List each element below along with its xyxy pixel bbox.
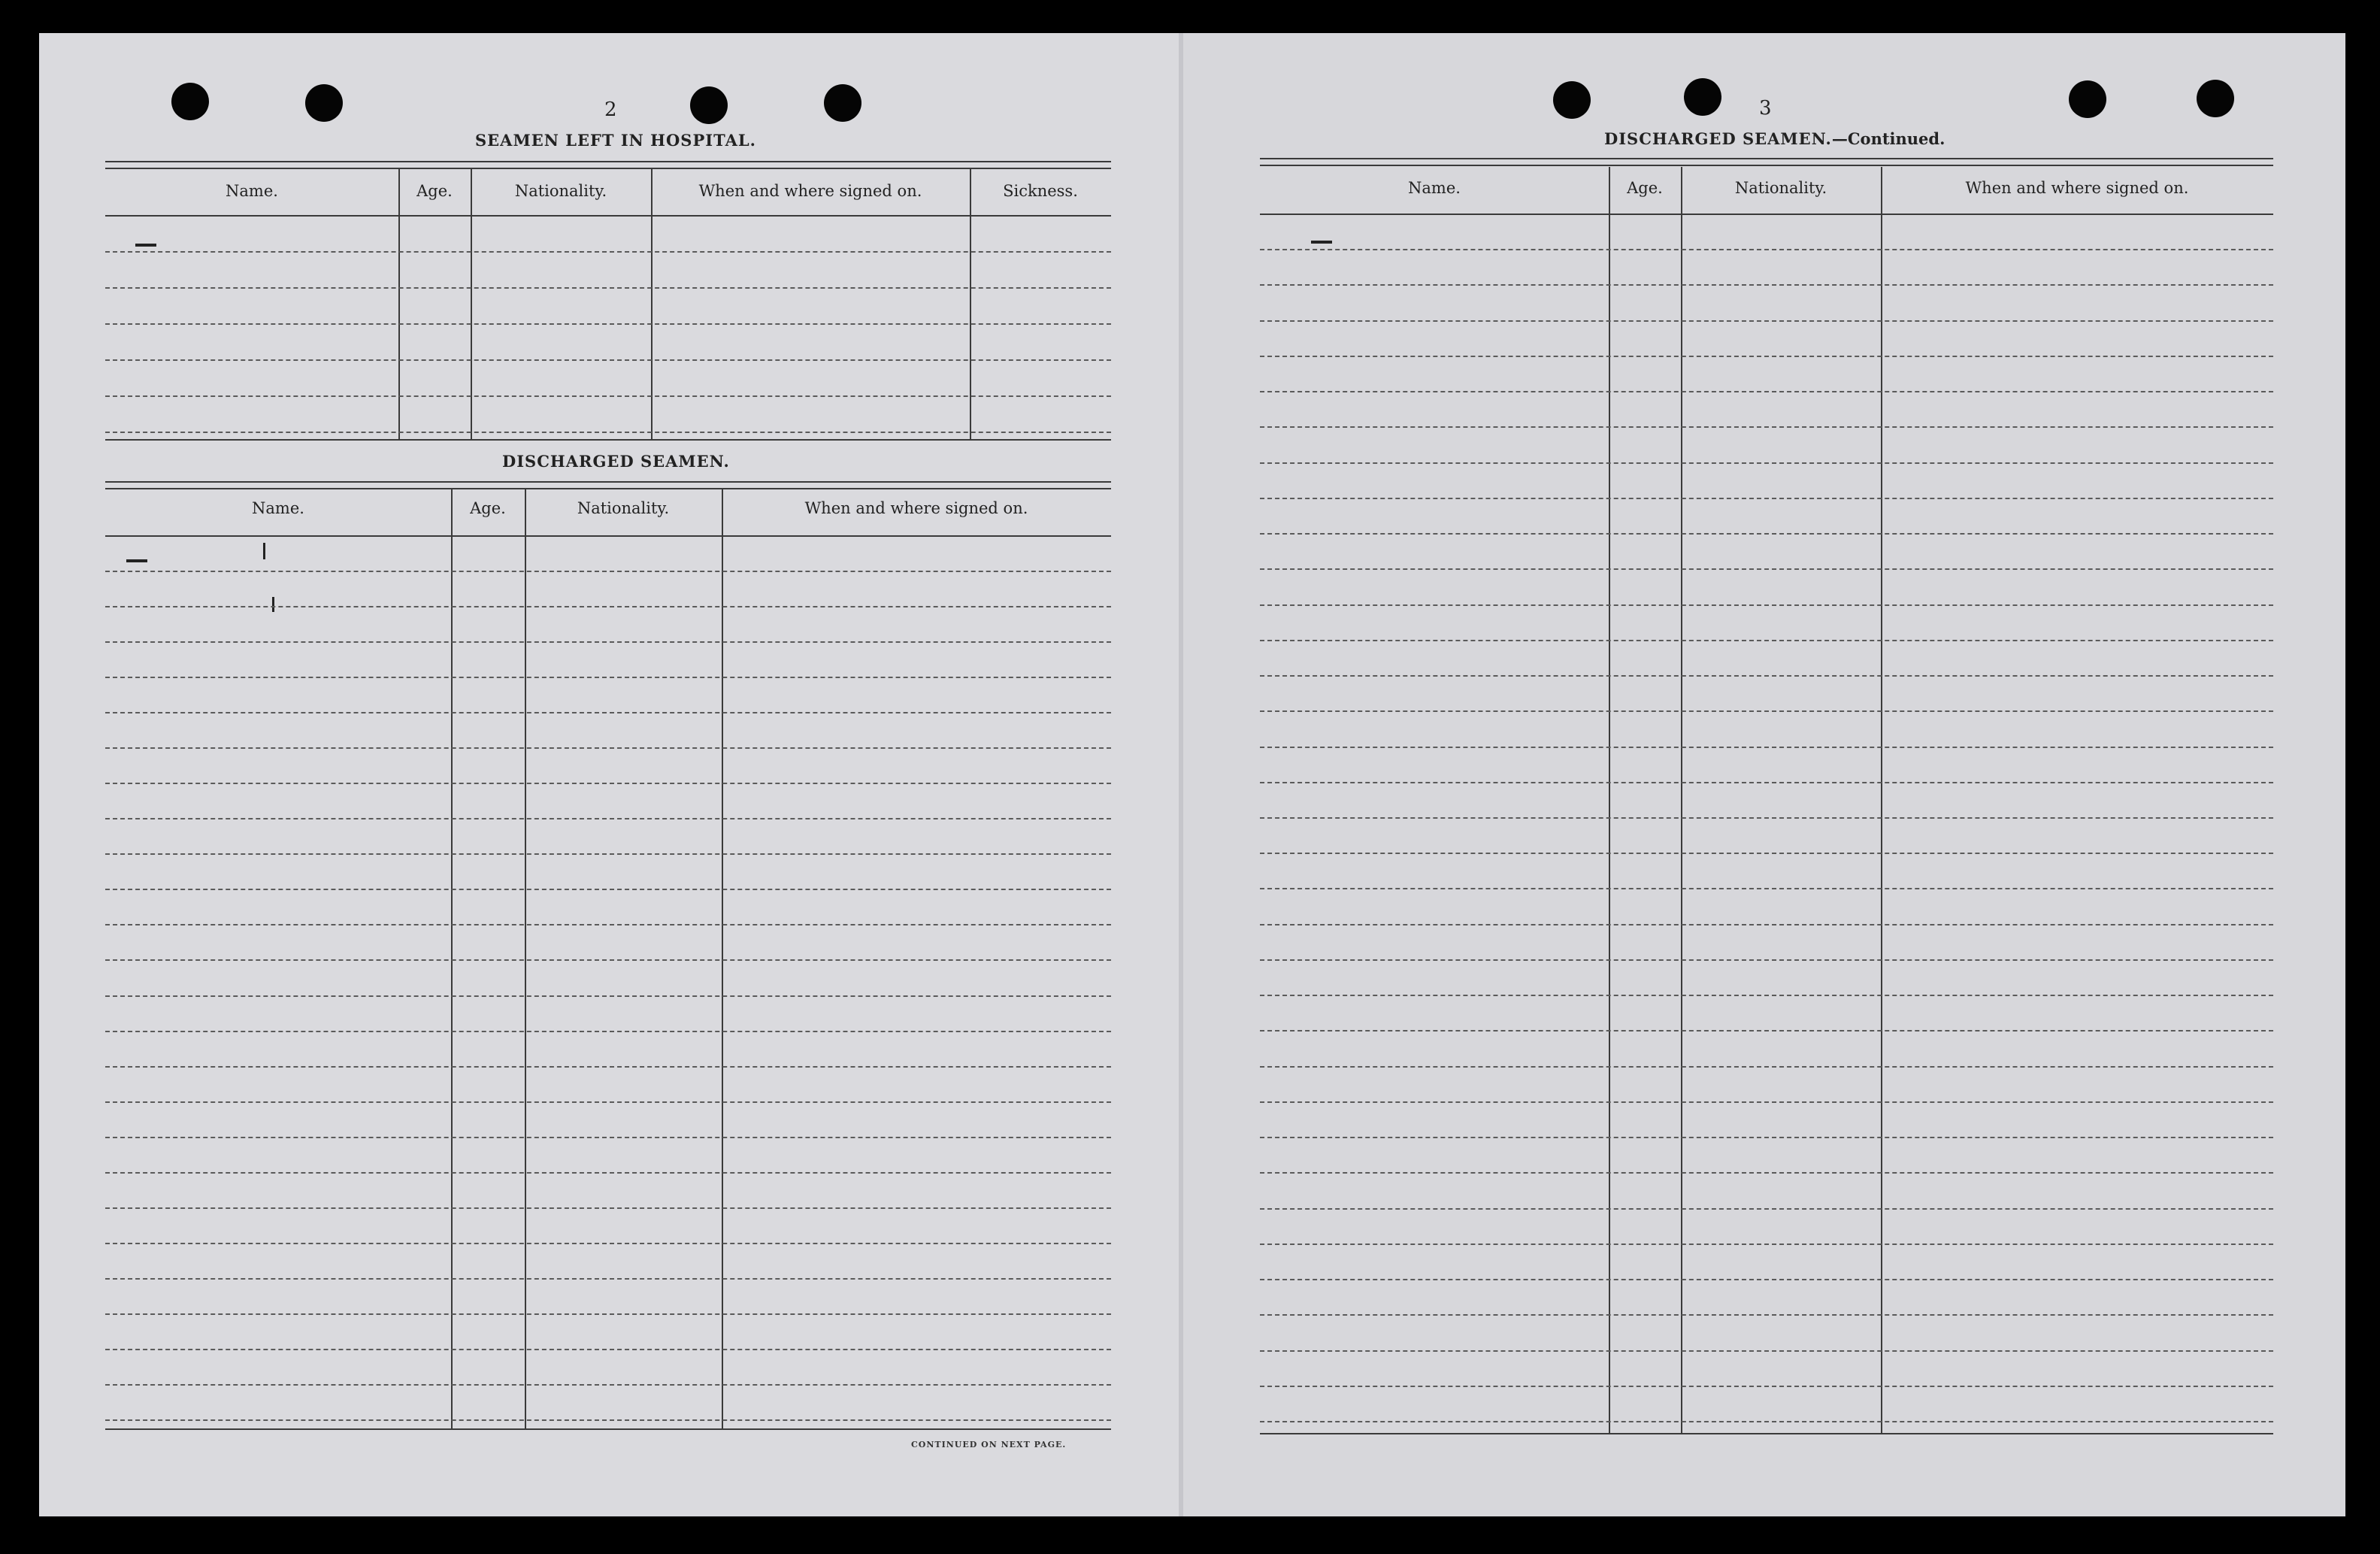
discharged-table bbox=[105, 481, 1111, 1430]
binder-hole-icon bbox=[690, 86, 728, 124]
discharged-section-title: DISCHARGED SEAMEN. bbox=[502, 452, 730, 471]
col-header-age: Age. bbox=[470, 499, 506, 517]
ledger-row-line bbox=[105, 251, 1111, 253]
ledger-row-line bbox=[1260, 1101, 2273, 1103]
ledger-row-line bbox=[1260, 1172, 2273, 1174]
ledger-row-line bbox=[105, 395, 1111, 397]
ledger-row-line bbox=[1260, 568, 2273, 570]
ledger-row-line bbox=[1260, 888, 2273, 889]
col-header-age: Age. bbox=[1627, 179, 1663, 197]
ledger-row-line bbox=[105, 641, 1111, 643]
continued-note: CONTINUED ON NEXT PAGE. bbox=[911, 1440, 1067, 1449]
ledger-row-line bbox=[1260, 675, 2273, 677]
ledger-row-line bbox=[1260, 817, 2273, 819]
binder-hole-icon bbox=[824, 84, 861, 122]
ledger-row-line bbox=[1260, 249, 2273, 250]
ledger-row-line bbox=[105, 1419, 1111, 1421]
binder-hole-icon bbox=[305, 84, 343, 122]
pen-mark bbox=[126, 559, 147, 562]
ledger-row-line bbox=[105, 1031, 1111, 1032]
ledger-row-line bbox=[105, 853, 1111, 855]
discharged-continued-title: DISCHARGED SEAMEN.—Continued. bbox=[1604, 129, 1945, 148]
col-header-name: Name. bbox=[226, 182, 278, 200]
binder-hole-icon bbox=[171, 83, 209, 120]
ledger-row-line bbox=[105, 571, 1111, 572]
ledger-row-line bbox=[105, 1278, 1111, 1280]
ledger-row-line bbox=[105, 1313, 1111, 1315]
col-header-name: Name. bbox=[252, 499, 304, 517]
ledger-row-line bbox=[1260, 426, 2273, 428]
ledger-row-line bbox=[105, 1207, 1111, 1209]
ledger-row-line bbox=[1260, 747, 2273, 748]
ledger-row-line bbox=[1260, 853, 2273, 854]
ledger-row-line bbox=[1260, 1137, 2273, 1138]
ledger-row-line bbox=[1260, 1208, 2273, 1210]
ledger-row-line bbox=[105, 783, 1111, 784]
ledger-row-line bbox=[1260, 462, 2273, 464]
ledger-row-line bbox=[105, 889, 1111, 890]
ledger-row-line bbox=[105, 995, 1111, 997]
discharged-continued-table bbox=[1260, 158, 2273, 1436]
ledger-row-line bbox=[1260, 924, 2273, 925]
continued-suffix: —Continued. bbox=[1831, 129, 1945, 148]
col-header-signed-on: When and where signed on. bbox=[804, 499, 1028, 517]
binder-hole-icon bbox=[1684, 78, 1721, 116]
ledger-row-line bbox=[1260, 1030, 2273, 1031]
hospital-table bbox=[105, 161, 1111, 444]
ledger-row-line bbox=[1260, 1350, 2273, 1352]
pen-mark bbox=[272, 597, 274, 612]
ledger-row-line bbox=[1260, 782, 2273, 783]
ledger-row-line bbox=[1260, 284, 2273, 286]
pen-mark bbox=[1311, 241, 1332, 244]
ledger-row-line bbox=[105, 432, 1111, 433]
ledger-row-line bbox=[1260, 959, 2273, 961]
ledger-row-line bbox=[1260, 1421, 2273, 1422]
ledger-row-line bbox=[105, 287, 1111, 289]
ledger-row-line bbox=[105, 818, 1111, 819]
col-header-name: Name. bbox=[1408, 179, 1461, 197]
ledger-row-line bbox=[1260, 995, 2273, 996]
page-fold bbox=[1179, 33, 1183, 1516]
ledger-row-line bbox=[105, 677, 1111, 678]
ledger-row-line bbox=[105, 1066, 1111, 1068]
ledger-row-line bbox=[1260, 1386, 2273, 1387]
page-number-left: 2 bbox=[604, 98, 617, 121]
ledger-row-line bbox=[1260, 498, 2273, 499]
ledger-row-line bbox=[1260, 356, 2273, 357]
ledger-row-line bbox=[105, 323, 1111, 325]
ledger-row-line bbox=[1260, 1279, 2273, 1280]
ledger-row-line bbox=[1260, 1244, 2273, 1245]
ledger-row-line bbox=[105, 924, 1111, 925]
ledger-row-line bbox=[105, 1349, 1111, 1350]
pen-mark bbox=[135, 244, 156, 247]
page-number-right: 3 bbox=[1759, 97, 1772, 120]
ledger-row-line bbox=[105, 1243, 1111, 1244]
ledger-row-line bbox=[1260, 1314, 2273, 1316]
col-header-nationality: Nationality. bbox=[1734, 179, 1827, 197]
ledger-row-line bbox=[1260, 391, 2273, 392]
binder-hole-icon bbox=[1553, 81, 1591, 119]
binder-hole-icon bbox=[2069, 80, 2106, 118]
col-header-signed-on: When and where signed on. bbox=[698, 182, 922, 200]
ledger-row-line bbox=[105, 606, 1111, 607]
ledger-row-line bbox=[105, 1101, 1111, 1103]
hospital-section-title: SEAMEN LEFT IN HOSPITAL. bbox=[475, 131, 756, 150]
col-header-nationality: Nationality. bbox=[514, 182, 607, 200]
ledger-row-line bbox=[105, 959, 1111, 961]
ledger-row-line bbox=[1260, 320, 2273, 322]
col-header-signed-on: When and where signed on. bbox=[1965, 179, 2189, 197]
binder-hole-icon bbox=[2197, 80, 2234, 117]
col-header-age: Age. bbox=[416, 182, 453, 200]
ledger-row-line bbox=[1260, 710, 2273, 712]
ledger-row-line bbox=[105, 1384, 1111, 1386]
ledger-row-line bbox=[105, 712, 1111, 713]
ledger-row-line bbox=[105, 747, 1111, 749]
pen-mark bbox=[263, 543, 265, 559]
col-header-sickness: Sickness. bbox=[1003, 182, 1078, 200]
ledger-row-line bbox=[105, 359, 1111, 361]
col-header-nationality: Nationality. bbox=[577, 499, 670, 517]
ledger-row-line bbox=[1260, 604, 2273, 606]
ledger-row-line bbox=[1260, 1066, 2273, 1068]
ledger-row-line bbox=[105, 1137, 1111, 1138]
ledger-row-line bbox=[1260, 640, 2273, 641]
ledger-row-line bbox=[1260, 533, 2273, 535]
ledger-row-line bbox=[105, 1172, 1111, 1174]
